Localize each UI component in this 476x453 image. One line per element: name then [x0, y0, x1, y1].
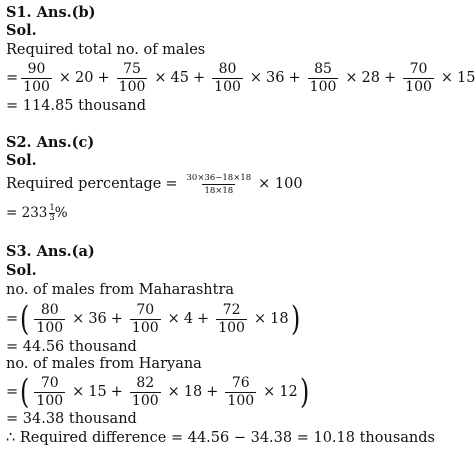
times-sign: × — [72, 384, 85, 400]
s1-frac-2: $\frac{75}{100}$ — [118, 60, 146, 95]
s3-mult-1: 36 — [88, 311, 107, 327]
s1-mult-2: 45 — [170, 70, 189, 86]
s3-mult-2: 4 — [183, 311, 194, 327]
plus-sign: + — [110, 384, 123, 400]
s3-mult-5: 18 — [183, 384, 203, 400]
s1-frac-4: $\frac{85}{100}$ — [309, 60, 337, 95]
s1-mult-4: 28 — [361, 70, 380, 86]
s3-mult-3: 18 — [270, 311, 289, 327]
plus-sign: + — [197, 311, 210, 327]
s2-mixed-fraction: $\frac{1}{3}$ — [49, 202, 55, 223]
plus-sign: + — [384, 70, 397, 86]
s3-statement-maharashtra: no. of males from Maharashtra — [6, 282, 235, 298]
s1-heading: S1. Ans.(b) — [6, 4, 96, 21]
plus-sign: + — [97, 70, 110, 86]
s3-frac-5: $\frac{82}{100}$ — [131, 374, 159, 409]
s3-equation-maharashtra — [6, 299, 302, 339]
left-paren: ( — [20, 299, 30, 339]
s3-heading: S3. Ans.(a) — [6, 243, 95, 260]
left-paren: ( — [20, 372, 30, 412]
s1-sol-label: Sol. — [6, 22, 37, 39]
s3-frac-6: $\frac{76}{100}$ — [227, 374, 255, 409]
right-paren: ) — [299, 372, 310, 412]
s2-result — [6, 200, 68, 226]
s2-statement: Required percentage — [6, 176, 162, 192]
s1-mult-3: 36 — [266, 70, 285, 86]
s1-frac-3: $\frac{80}{100}$ — [214, 60, 241, 95]
s1-mult-1: 20 — [75, 70, 94, 86]
plus-sign: + — [110, 311, 123, 327]
s2-eq-sign: = — [165, 176, 178, 192]
s3-eq-sign-2: = — [6, 384, 19, 400]
s3-result-maharashtra: = 44.56 thousand — [6, 339, 137, 355]
times-sign: × — [253, 311, 267, 327]
s3-frac-4: $\frac{70}{100}$ — [36, 374, 64, 409]
times-sign: × — [72, 311, 85, 327]
plus-sign: + — [288, 70, 301, 86]
s1-frac-5: $\frac{70}{100}$ — [405, 60, 432, 95]
s3-sol-label: Sol. — [6, 262, 37, 279]
s2-fraction: $\frac{30\times 36-18\times 18}{18\times 18}$ — [186, 172, 252, 196]
s3-result-haryana: = 34.38 thousand — [6, 411, 137, 427]
times-sign: × — [345, 70, 358, 86]
s1-equation — [6, 58, 476, 98]
s3-equation-haryana — [6, 372, 311, 412]
plus-sign: + — [193, 70, 206, 86]
times-sign: × — [249, 70, 263, 86]
s1-eq-sign: = — [6, 70, 19, 86]
s3-frac-1: $\frac{80}{100}$ — [36, 301, 64, 336]
s1-result: = 114.85 thousand — [6, 98, 147, 114]
right-paren: ) — [290, 299, 300, 339]
times-sign: × — [440, 70, 454, 86]
s3-mult-4: 15 — [88, 384, 107, 400]
s2-percent-sign: % — [54, 205, 68, 221]
times-sign: × — [154, 70, 167, 86]
s2-heading: S2. Ans.(c) — [6, 134, 95, 151]
s1-statement: Required total no. of males — [6, 42, 206, 58]
s3-frac-3: $\frac{72}{100}$ — [218, 301, 245, 336]
s1-frac-1: $\frac{90}{100}$ — [23, 60, 50, 95]
times-sign: × — [58, 70, 72, 86]
s3-conclusion: ∴ Required difference = 44.56 − 34.38 = 10.18 thousands — [6, 430, 435, 446]
times-sign: × — [167, 311, 180, 327]
s3-frac-2: $\frac{70}{100}$ — [131, 301, 159, 336]
s1-mult-5: 15 — [457, 70, 476, 86]
s2-tail: × 100 — [258, 176, 303, 192]
plus-sign: + — [206, 384, 219, 400]
s2-sol-label: Sol. — [6, 152, 37, 169]
s3-mult-6: 12 — [279, 384, 298, 400]
s2-result-prefix: = 233 — [6, 205, 48, 221]
s3-eq-sign: = — [6, 311, 19, 327]
s2-equation — [6, 170, 303, 198]
s3-statement-haryana: no. of males from Haryana — [6, 356, 202, 372]
times-sign: × — [167, 384, 180, 400]
times-sign: × — [263, 384, 276, 400]
